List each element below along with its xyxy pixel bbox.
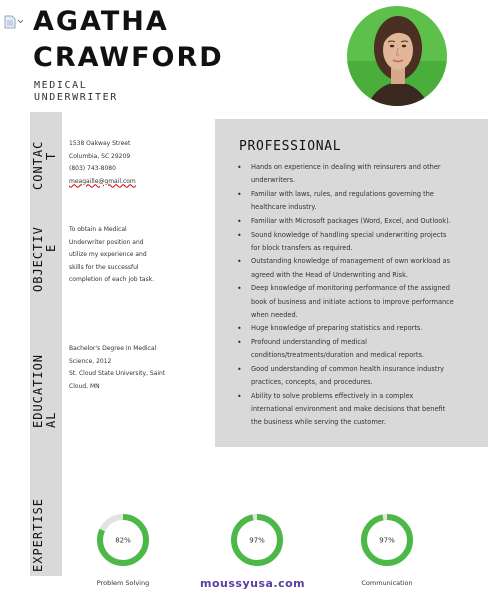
professional-item-line: Sound knowledge of handling special underwriting projects [251,230,447,239]
education-label-line2: AL [44,411,58,428]
job-title-line2: UNDERWRITER [34,92,118,103]
professional-item [237,188,485,214]
expertise-label: Communication [361,579,413,587]
professional-item-line: Deep knowledge of monitoring performance of the assigned [251,284,450,293]
professional-item-line: agreed with the Head of Underwriting and Risk. [251,270,409,279]
professional-item [237,215,485,228]
bullet-icon: • [237,163,242,172]
objective-line: skills for the successful [69,263,139,271]
professional-item-line: underwriters. [251,176,296,185]
professional-item-line: conditions/treatments/duration and medical reports. [251,351,424,360]
professional-section [215,119,488,447]
bullet-icon: • [237,365,242,375]
contact-block [69,138,169,188]
name-first: AGATHA [33,6,169,37]
objective-label-line1: OBJECTIV [31,226,45,292]
expertise-label: Problem Solving [96,579,150,587]
professional-item [237,255,485,281]
contact-label-line2: T [44,151,58,160]
bullet-icon: • [237,216,242,226]
bullet-icon: • [237,257,242,267]
education-line: Cloud, MN [69,382,100,390]
profile-photo [347,6,447,106]
contact-city: Columbia, SC 29209 [69,152,131,160]
objective-line: Underwriter position and [69,238,144,246]
contact-email[interactable]: meagaille@gmail.com [69,177,136,185]
professional-item [237,390,485,430]
contact-street: 1538 Oakway Street [69,140,131,147]
professional-title: PROFESSIONAL [239,139,342,154]
objective-line: completion of each job task. [69,276,155,283]
professional-item [237,282,485,322]
contact-phone: (803) 743-8080 [69,165,116,172]
professional-item-line: Profound understanding of medical [251,338,367,347]
professional-item-line: Good understanding of common health insurance industry [251,365,445,374]
expertise-ring [228,511,286,573]
contact-section-label [32,141,58,190]
ring-percent: 82% [115,536,131,545]
professional-item [237,363,485,389]
expertise-ring [94,511,152,573]
watermark-text: moussyusa.com [200,577,306,590]
professional-item [237,229,485,255]
expertise-section-label [32,498,45,572]
professional-item-line: Familiar with Microsoft packages (Word, Excel, and Outlook). [251,216,451,225]
ring-percent: 97% [379,536,395,545]
education-line: Science, 2012 [69,357,112,365]
document-icon [4,14,24,33]
education-block [69,343,169,393]
professional-item-line: healthcare industry. [251,203,317,212]
professional-item-line: book of business and initiate actions to improve performance [251,297,454,306]
education-line: Bachelor's Degree in Medical [69,345,157,352]
bullet-icon: • [237,189,242,199]
objective-label-line2: E [44,243,58,252]
education-label-line1: EDUCATION [31,353,45,428]
professional-item [237,322,485,335]
professional-list [237,161,485,430]
professional-item-line: Outstanding knowledge of management of own workload as [251,257,451,266]
professional-item-line: when needed. [251,310,298,319]
job-title [34,80,118,104]
ring-percent: 97% [249,536,265,545]
education-line: St. Cloud State University, Saint [69,370,166,377]
objective-section-label [32,226,58,292]
objective-line: To obtain a Medical [69,226,127,233]
contact-label-line1: CONTAC [31,140,45,190]
education-section-label [32,354,58,428]
bullet-icon: • [237,338,242,348]
name-last: CRAWFORD [33,42,224,73]
professional-item-line: the business while serving the customer. [251,418,386,427]
professional-item-line: international environment and make decisions that benefit [251,405,446,414]
professional-item [237,336,485,362]
expertise-label-line1: EXPERTISE [31,497,45,572]
professional-item [237,161,485,187]
expertise-ring [358,511,416,573]
bullet-icon: • [237,284,242,294]
professional-item-line: for block transfers as required. [251,243,353,252]
professional-item-line: Huge knowledge of preparing statistics and reports. [251,324,423,333]
professional-item-line: Ability to solve problems effectively in a complex [251,391,414,400]
bullet-icon: • [237,230,242,240]
bullet-icon: • [237,324,242,334]
objective-line: utilize my experience and [69,251,147,258]
professional-item-line: Familiar with laws, rules, and regulations governing the [251,189,434,198]
professional-item-line: practices, concepts, and procedures. [251,378,373,387]
bullet-icon: • [237,391,242,401]
job-title-line1: MEDICAL [34,80,88,91]
objective-block [69,224,169,287]
professional-item-line: Hands on experience in dealing with reinsurers and other [251,163,441,171]
